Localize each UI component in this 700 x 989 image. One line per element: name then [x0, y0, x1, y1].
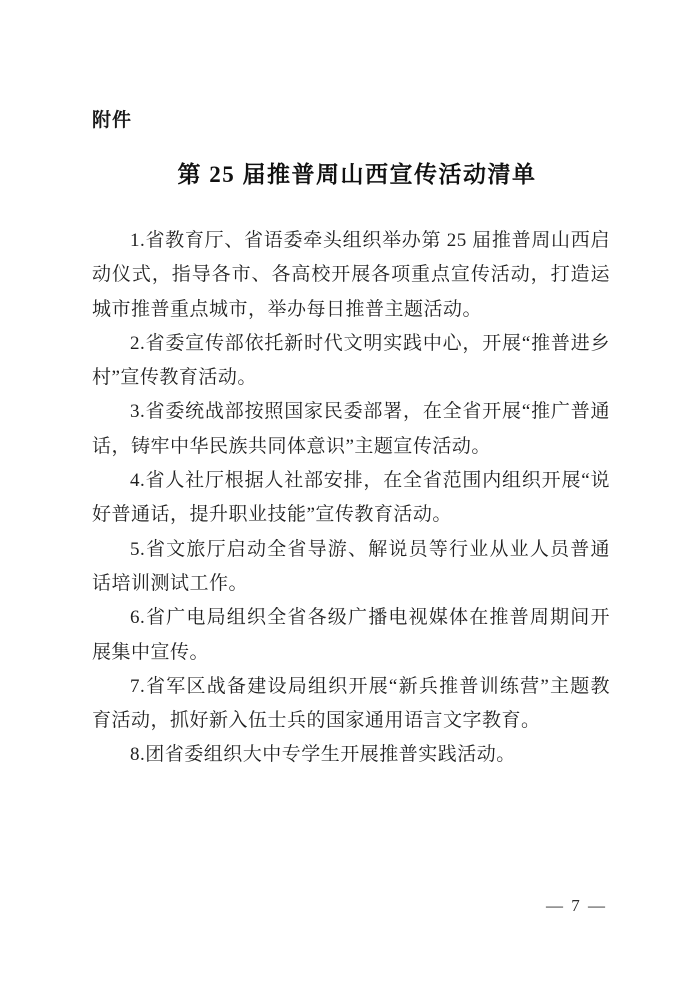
paragraph-3: 3.省委统战部按照国家民委部署，在全省开展“推广普通话，铸牢中华民族共同体意识”主题宣传活动。: [92, 401, 610, 457]
paragraph-2: 2.省委宣传部依托新时代文明实践中心，开展“推普进乡村”宣传教育活动。: [92, 332, 610, 389]
paragraph-8: 8.团省委组织大中专学生开展推普实践活动。: [130, 744, 516, 766]
paragraph-5: 5.省文旅厅启动全省导游、解说员等行业从业人员普通话培训测试工作。: [92, 538, 610, 594]
document-title: 第 25 届推普周山西宣传活动清单: [177, 162, 537, 187]
paragraph-1: 1.省教育厅、省语委牵头组织举办第 25 届推普周山西启动仪式，指导各市、各高校开展各项重点宣传活动，打造运城市推普重点城市，举办每日推普主题活动。: [92, 230, 610, 320]
page-number: — 7 —: [546, 896, 607, 915]
paragraph-4: 4.省人社厅根据人社部安排，在全省范围内组织开展“说好普通话，提升职业技能”宣传教育活动。: [92, 470, 610, 526]
paragraph-6: 6.省广电局组织全省各级广播电视媒体在推普周期间开展集中宣传。: [92, 607, 610, 663]
attachment-label: 附件: [92, 110, 133, 131]
paragraph-7: 7.省军区战备建设局组织开展“新兵推普训练营”主题教育活动，抓好新入伍士兵的国家通用语言文字教育。: [92, 675, 610, 732]
document-body: [92, 224, 610, 773]
